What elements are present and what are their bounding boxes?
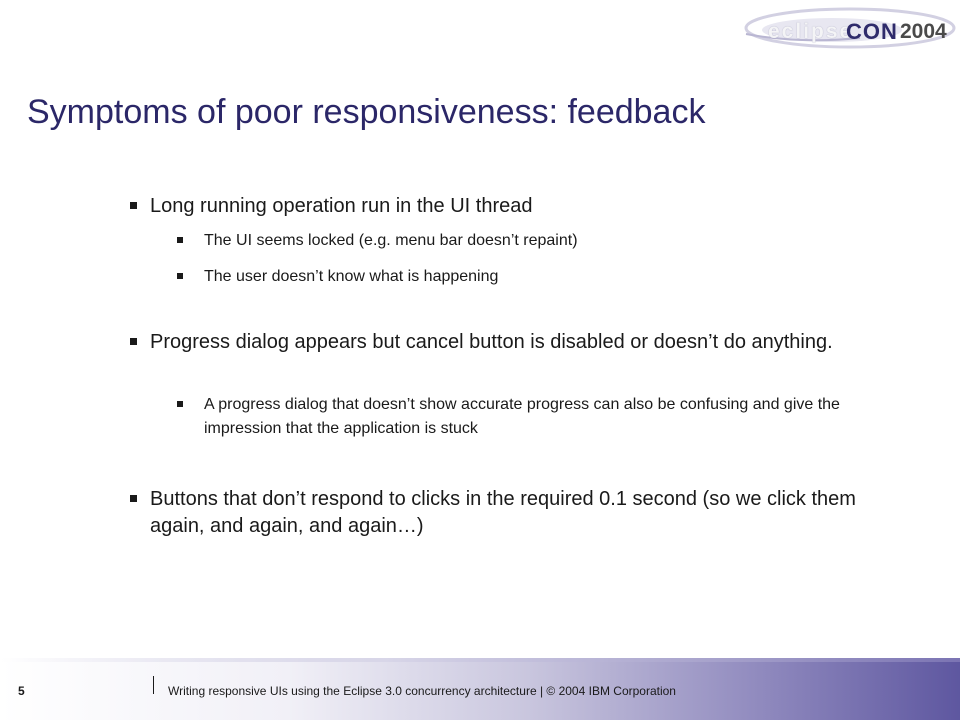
square-bullet-icon bbox=[177, 401, 183, 407]
logo-eclipse-word: eclipse bbox=[768, 20, 854, 43]
bullet-1-sub-2 bbox=[204, 265, 844, 289]
bullet-1-sub-1 bbox=[204, 229, 844, 253]
bullet-1-text: Long running operation run in the UI thread bbox=[150, 195, 533, 217]
square-bullet-icon bbox=[130, 338, 137, 345]
bullet-2-text: Progress dialog appears but cancel button is disabled or doesn’t do anything. bbox=[150, 331, 833, 353]
footer-divider bbox=[153, 676, 154, 694]
bullet-3-text: Buttons that don’t respond to clicks in the required 0.1 second (so we click them again, and again, and again…) bbox=[150, 488, 856, 537]
bullet-2-sub-1-text: A progress dialog that doesn’t show accurate progress can also be confusing and give the impression that the application is stuck bbox=[204, 396, 840, 437]
page-number: 5 bbox=[18, 684, 25, 698]
bullet-1 bbox=[150, 193, 870, 220]
square-bullet-icon bbox=[130, 202, 137, 209]
bullet-1-sub-1-text: The UI seems locked (e.g. menu bar doesn’t repaint) bbox=[204, 232, 578, 249]
square-bullet-icon bbox=[177, 273, 183, 279]
square-bullet-icon bbox=[130, 495, 137, 502]
bullet-2-sub-1 bbox=[204, 393, 844, 441]
square-bullet-icon bbox=[177, 237, 183, 243]
bullet-1-sub-2-text: The user doesn’t know what is happening bbox=[204, 268, 499, 285]
slide-title: Symptoms of poor responsiveness: feedback bbox=[27, 93, 706, 131]
footer-text: Writing responsive UIs using the Eclipse 3.0 concurrency architecture | © 2004 IBM Corporation bbox=[168, 684, 676, 698]
bullet-2 bbox=[150, 329, 870, 356]
logo-year: 2004 bbox=[900, 20, 947, 43]
logo-con-word: CON bbox=[846, 19, 898, 44]
eclipsecon-logo bbox=[740, 4, 960, 56]
bullet-3 bbox=[150, 486, 870, 540]
